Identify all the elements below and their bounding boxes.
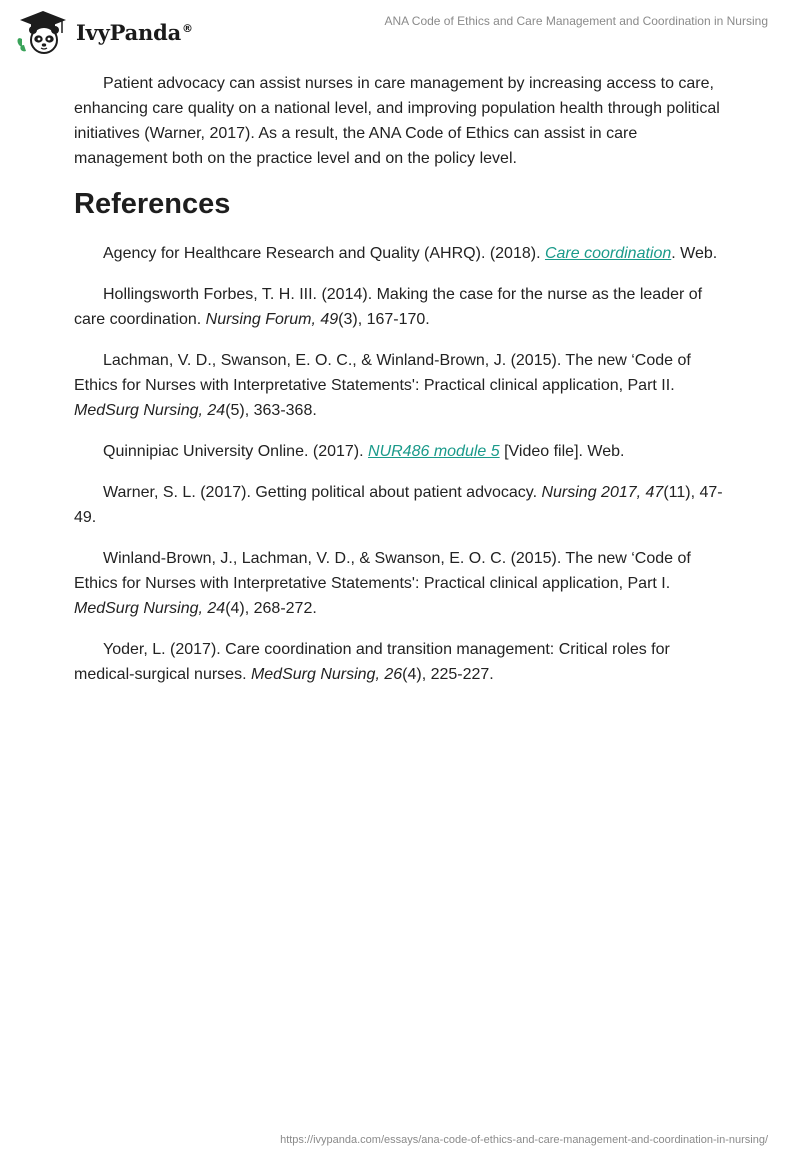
references-heading: References (74, 188, 231, 220)
journal-title: Nursing Forum, 49 (205, 311, 339, 328)
body-paragraph: Patient advocacy can assist nurses in care management by increasing access to care, enhancing care quality on a national level, and improving population health through political initiatives (Warner, 2017). As a result, the ANA Code of Ethics can assist in care management both on the practice level and on the policy level. (74, 75, 720, 167)
reference-item: Hollingsworth Forbes, T. H. III. (2014). Making the case for the nurse as the leader of care coordination. Nursing Forum, 49(3), 167-170. (74, 286, 703, 328)
footer-url: https://ivypanda.com/essays/ana-code-of-ethics-and-care-management-and-coordination-in-nursing/ (280, 1134, 768, 1146)
reference-item: Winland-Brown, J., Lachman, V. D., & Swanson, E. O. C. (2015). The new ‘Code of Ethics for Nurses with Interpretative Statements': Practical clinical application, Part I. MedSurg Nursing, 24(4), 268-272. (74, 550, 691, 617)
care-coordination-link[interactable]: Care coordination (544, 245, 672, 262)
logo-text: IvyPanda® (76, 19, 193, 45)
journal-title: Nursing 2017, 47 (541, 484, 664, 501)
journal-title: MedSurg Nursing, 24 (74, 402, 226, 419)
document-body (74, 71, 726, 703)
reference-item: Lachman, V. D., Swanson, E. O. C., & Winland-Brown, J. (2015). The new ‘Code of Ethics for Nurses with Interpretative Statements': Practical clinical application, Part II. MedSurg Nursing, 24(5), 363-368. (74, 352, 691, 419)
ivypanda-logo[interactable] (14, 9, 193, 55)
page-header (0, 0, 800, 60)
reference-item: Yoder, L. (2017). Care coordination and transition management: Critical roles for medical-surgical nurses. MedSurg Nursing, 26(4), 225-227. (74, 641, 670, 683)
document-title: ANA Code of Ethics and Care Management and Coordination in Nursing (384, 14, 768, 28)
nur486-module-link[interactable]: NUR486 module 5 (368, 443, 500, 460)
journal-title: MedSurg Nursing, 24 (74, 600, 226, 617)
reference-item: Agency for Healthcare Research and Quality (AHRQ). (2018). Care coordination. Web. (103, 245, 718, 262)
panda-graduate-icon (14, 9, 72, 55)
registered-mark: ® (182, 21, 193, 35)
reference-item: Quinnipiac University Online. (2017). NUR486 module 5 [Video file]. Web. (103, 443, 625, 460)
journal-title: MedSurg Nursing, 26 (250, 666, 403, 683)
reference-item: Warner, S. L. (2017). Getting political about patient advocacy. Nursing 2017, 47(11), 47-49. (74, 484, 723, 526)
